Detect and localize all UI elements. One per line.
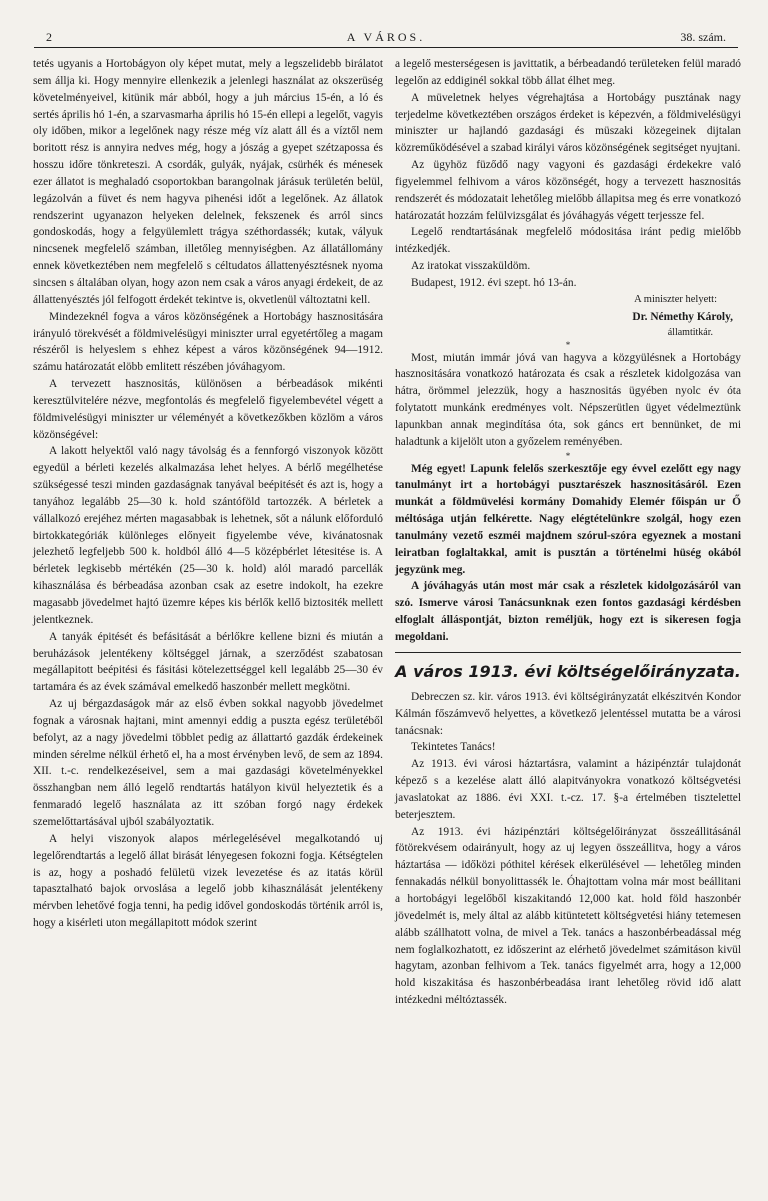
paragraph: Mindezeknél fogva a város közönségének a Hortobágy hasznositására irányuló törekvését a földmivelésügyi miniszter urral egyetértőleg a magam részéről is helyeslem s ehhez képest a város közönségének 94—1912. számu határozatát elöbb emlitett részében jóváhagyom. — [33, 310, 383, 374]
section-separator: * — [565, 450, 571, 461]
paragraph: A müveletnek helyes végrehajtása a Hortobágy pusztának nagy terjedelme következtében országos érdeket is képezvén, a földmivelésügyi miniszter ur hajlandó gazdasági és müszaki közegeinek dijtalan közreműködésével a szabad királyi város közönségének segitséget nyujtani. — [395, 91, 741, 155]
paragraph: Az 1913. évi városi háztartásra, valamint a házipénztár tulajdonát képező s a kezelése alatt álló alapitványokra vonatkozó költségvetési javaslatokat az 1886. évi XXI. t.-cz. 17. §-a értelmében tisztelettel beterjesztem. — [395, 758, 741, 821]
paragraph: A helyi viszonyok alapos mérlegelésével megalkotandó uj legelőrendtartás a legelő állat birását lényegesen fokozni fogja. Kétségtelen is az, hogy a poshadó felületü vizek levezetése és az itatás körül tapasztalható bajok orvoslása a legelő jobb kihasználását jelentékeny mérvben lehetővé fogja tenni, ha pedig idővel gondoskodás történik arról is, hogy a kisérleti uton megállapitott módok szerint — [33, 832, 383, 930]
salutation: Tekintetes Tanács! — [411, 741, 496, 754]
paragraph: Az 1913. évi házipénztári költségelőirányzat összeállitásánál fötörekvésem odairányult, hogy az uj legyen összeállitva, hogy a város háztartása — időközi póthitel kérések elkerülésével — lehetőleg minden fennakadás nélkül bonyolittassék le. Óhajtottam volna már most beállitani a hortobágyi legelőből kiszakitandó 12,000 kat. hold föld haszonbér jövedelmét is, mely által az alább kitüntetett költségvetési hiány tetemesen alább szállhatott volna, de mivel a Tek. tanács a haszonbérbeadással még nem foglalkozhatott, ez időszerint az elérhető jövedelmet számitáson kivül hagytam, azonban felhivom a Tek. tanács figyelmét arra, hogy a 12,000 hold kiszakitása és haszonbérbeadása irant lehetőleg rövid idő alatt intézkedni méltóztassék. — [395, 825, 741, 1007]
dateline: Budapest, 1912. évi szept. hó 13-án. — [411, 276, 577, 289]
page-number: 2 — [46, 30, 52, 44]
paragraph: Az uj bérgazdaságok már az első évben sokkal nagyobb jövedelmet fognak a városnak hajtani, mint amennyi eddig a puszta egész területéből befolyt, az a nagy jövedelmi többlet pedig az állattartó gazdák érdekeinek minden sérelme nélkül érhető el, ha a most érvényben levő, de sem az 1894. XII. t.-c. rendelkezéseivel, sem a mai gazdasági követelményekkel összhangban nem álló legelő rendtartás hatályon kivül helyeztetik és a fenmaradó legelő használata az itt szóban forgó nagy érdekek szemelőttartásával ujból szabályoztatik. — [33, 698, 383, 828]
paragraph: A tanyák épitését és befásitását a bérlőkre kellene bizni és miután a beruházások jelentékeny költséggel járnak, a szerződést szabatosan megállapitott beépitési és fásitási kötelezettséggel kell legalább 25—30 év tartamára és az évek számával emelkedő haszonbér mellett megkötni. — [33, 630, 383, 694]
bold-paragraph: A jóváhagyás után most már csak a részletek kidolgozásáról van szó. Ismerve városi Tanácsunknak ezen fontos gazdasági kérdésben elfoglalt álláspontját, bizton reméljük, hogy ezt is sikeresen fogja megoldani. — [395, 580, 741, 643]
issue-number: 38. szám. — [680, 30, 726, 44]
publication-title: A VÁROS. — [346, 30, 426, 44]
signature-on-behalf: A miniszter helyett: — [634, 293, 717, 305]
paragraph: A lakott helyektől való nagy távolság és a fennforgó viszonyok között egyedül a bérleti kezelés alkalmazása lehet helyes. A bérlő megélhetése szükségessé teszi minden gazdaságnak tanyával beépitését és azt is, hogy a tanyához legalább 25—30 k. hold szántóföld tartozzék. A bérletek a vállalkozó erejéhez mérten magasabbak is lehetnek, sőt a nálunk előforduló birtokkategóriák különleges előnyeit figyelembe véve, kivánatosnak jelezhető legfeljebb 500 k. holdból álló 4—5 középbérlet létesitése is. A bérletek legkisebb mértékén (25—30 k. hold) alól maradó parcellák kihasználása és bérbeadása azonban csak az esetre indokolt, ha ezekre magasabb jövedelmet hajtó üzemre képes kis bérlők kellő biztositék mellett jelentkeznek. — [33, 445, 383, 626]
paragraph: Az ügyhöz füződő nagy vagyoni és gazdasági érdekekre való figyelemmel felhivom a város közönségét, hogy a tervezett hasznositás rendszerét és módozatait lehetőleg mielőbb állapitsa meg és erre vonatkozó határozatát hozzám felülvizsgálat és jóváhagyás végett terjessze fel. — [395, 159, 741, 222]
right-column — [395, 56, 741, 1009]
left-column — [33, 56, 383, 932]
paragraph: tetés ugyanis a Hortobágyon oly képet mutat, mely a legszelidebb birálatot sem állja ki. Hogy mennyire ellenkezik a jelenlegi használat az okszerüség követelményeivel, kitünik már abból, hogy a juh március 15-én, a ló és sertés április hó 1-én, a szarvasmarha április hó 15-én ellepi a legelőt, vagyis oly időben, mikor a legelőnek nagy része még víz alatt áll és a víztől nem boritott rész is annyira nedves még, hogy a jószág a gyepet szétzapossa és hosszu időre tönkreteszi. A csordák, gulyák, nyájak, csürhék és ménesek ezer állatot is meghaladó csoportokban barangolnak járásuk területén belül, legázolván a füvet és nem hagyva pihenési időt a legelőnek. Az állatok rendszerint ugyanazon helyeken delelnek, fekszenek és arról sincs gondoskodás, hogy a felgyülemlett trágya széthordassék; kutak, vályuk nincsenek megfelelő számban, illetőleg mennyiségben. Az állatállomány ennek következtében nem megfelelő s céltudatos állattenyésztésnek nyoma sincsen s általában olyan, hogy azon nem csak a város anyagi érdekeit, de az állattenyésztés jól felfogott érdekét tekintve is, okvetlenül változtatni kell. — [33, 58, 383, 306]
paragraph: Az iratokat visszaküldöm. — [411, 260, 531, 273]
section-divider — [395, 652, 741, 653]
signature-title: államtitkár. — [667, 326, 713, 338]
paragraph: A tervezett hasznositás, különösen a bérbeadások mikénti keresztülvitelére nézve, megfontolás és megfelelő figyelembevétel végett a földmivelésügyi miniszter ur véleményét a következőkben közlöm a város közönségével: — [33, 378, 383, 441]
page-header — [34, 28, 738, 48]
header-rule — [34, 47, 738, 48]
bold-paragraph: Még egyet! Lapunk felelős szerkesztője egy évvel ezelőtt egy nagy tanulmányt irt a hortobágyi pusztarészek hasznositásáról. Ezen munkát a földmüvelési kormány Domahidy Elemér főispán ur Ő méltósága utján felkérette. Nagy elégtételünkre szolgál, hogy ezen tanulmány vezető eszméi majdnem szórul-szóra egyeznek a mostani leiratban foglaltakkal, amit is pusztán a történelmi hüség okából jegyzünk meg. — [395, 462, 741, 576]
signature-name: Dr. Némethy Károly, — [632, 310, 733, 323]
paragraph: Legelő rendtartásának megfelelő módositása iránt pedig mielőbb intézkedjék. — [395, 226, 741, 256]
paragraph: Most, miután immár jóvá van hagyva a közgyülésnek a Hortobágy hasznositására vonatkozó határozata és csak a részletek kidolgozása van hátra, örömmel jelezzük, hogy a hasznositás ügyében nyolc év óta folytatott munkánk eredményes volt. Népszerütlen ügyet védelmeztünk lapunkban annak megindítása óta, sok gáncs ert bennünket, de mi haladtunk a kijelölt uton a győzelem reményében. — [395, 351, 741, 448]
paragraph: a legelő mesterségesen is javittatik, a bérbeadandó területeken felül maradó legelőn az eddiginél sokkal több állat élhet meg. — [395, 58, 741, 87]
paragraph: Debreczen sz. kir. város 1913. évi költségirányzatát elkészitvén Kondor Kálmán főszámvevő helyettes, a következő jelentéssel mutatta be a városi tanácsnak: — [395, 690, 741, 737]
section-separator: * — [565, 339, 571, 350]
article-heading: A város 1913. évi költségelőirányzata. — [395, 661, 741, 681]
